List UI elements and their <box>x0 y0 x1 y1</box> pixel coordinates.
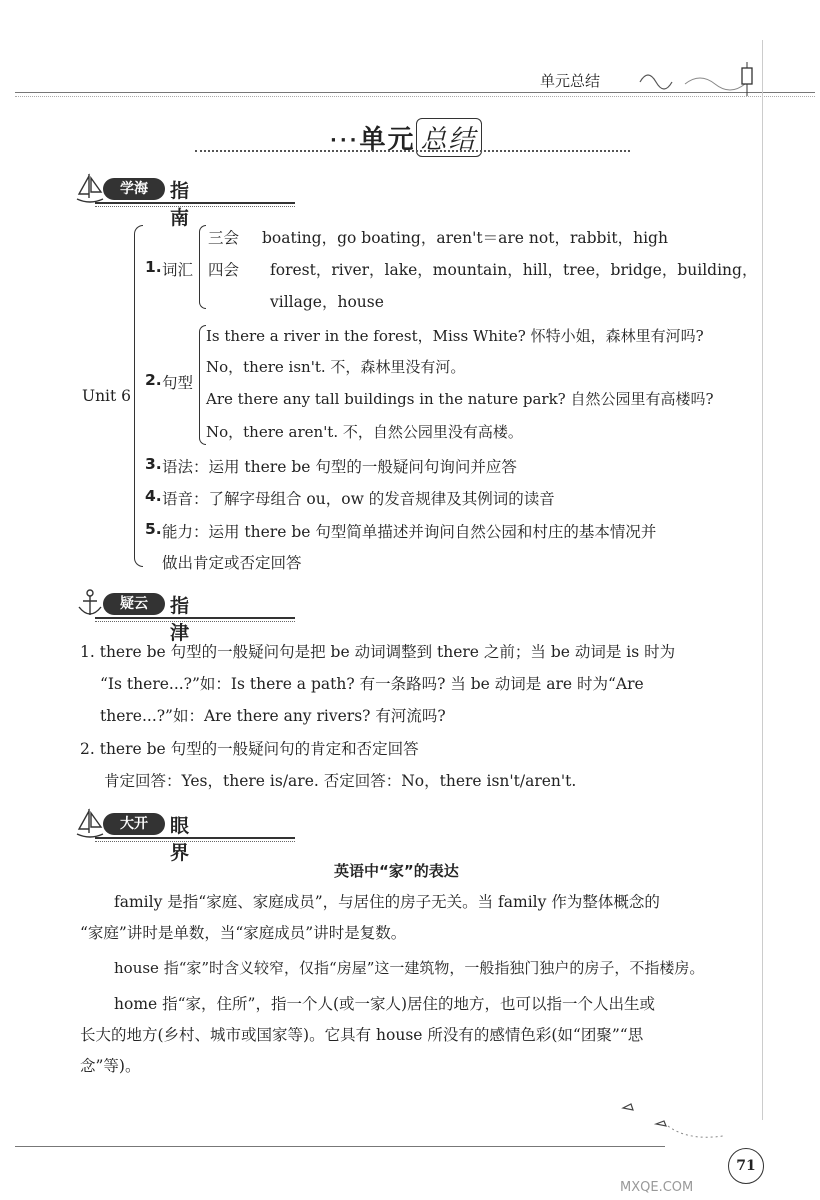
sentences-brace <box>199 325 206 445</box>
rule-2-line-1: 2. there be 句型的一般疑问句的肯定和否定回答 <box>80 740 419 758</box>
title-rule <box>195 150 630 152</box>
section-rule-dotted <box>95 621 295 622</box>
sentence-4: No，there aren't. 不，自然公园里没有高楼。 <box>206 423 523 441</box>
unit-label: Unit 6 <box>82 387 132 405</box>
sailboat-icon <box>75 807 105 841</box>
section-label: 眼界 <box>170 815 190 864</box>
title-part1: 单元 <box>359 125 416 155</box>
vision-heading: 英语中“家”的表达 <box>334 862 459 880</box>
sanhui-words: boating，go boating，aren't＝are not，rabbit，high <box>262 229 668 247</box>
bird-decoration-icon <box>618 1096 728 1146</box>
sentences-num: 2. <box>145 371 162 389</box>
footer-rule <box>15 1146 665 1147</box>
section-rule <box>95 617 295 619</box>
grammar-num: 3. <box>145 455 162 473</box>
sentences-label: 句型 <box>162 374 194 392</box>
butterfly-lantern-icon <box>630 62 760 98</box>
page-number: 71 <box>728 1148 764 1184</box>
vision-para3-line2: 长大的地方(乡村、城市或国家等)。它具有 house 所没有的感情色彩(如“团聚”“思 <box>80 1026 644 1044</box>
section-rule <box>95 837 295 839</box>
section-pill: 学海 <box>103 178 165 200</box>
title-part2: 总结 <box>416 118 482 157</box>
margin-rule <box>762 40 763 1120</box>
sailboat-icon <box>75 172 105 206</box>
rule-2-line-2: 肯定回答：Yes，there is/are. 否定回答：No，there isn't/aren't. <box>104 772 577 790</box>
sanhui-label: 三会 <box>208 229 240 247</box>
ability-text-1: 能力：运用 there be 句型简单描述并询问自然公园和村庄的基本情况并 <box>162 523 657 541</box>
sentence-1: Is there a river in the forest，Miss White? 怀特小姐，森林里有河吗? <box>206 327 704 345</box>
section-rule <box>95 202 295 204</box>
header-section-title: 单元总结 <box>540 72 601 90</box>
vocab-label: 词汇 <box>162 261 194 279</box>
anchor-icon <box>75 587 105 621</box>
section-pill: 疑云 <box>103 593 165 615</box>
section-pill: 大开 <box>103 813 165 835</box>
rule-1-line-1: 1. there be 句型的一般疑问句是把 be 动词调整到 there 之前；当 be 动词是 is 时为 <box>80 643 676 661</box>
sentence-3: Are there any tall buildings in the nature park? 自然公园里有高楼吗? <box>206 390 714 408</box>
phonics-num: 4. <box>145 487 162 505</box>
vision-para2: house 指“家”时含义较窄，仅指“房屋”这一建筑物，一般指独门独户的房子，不指楼房。 <box>114 959 705 977</box>
watermark-text: MXQE.COM <box>620 1180 694 1195</box>
vision-para3-line1: home 指“家，住所”，指一个人(或一家人)居住的地方，也可以指一个人出生或 <box>114 995 656 1013</box>
rule-1-line-3: there...?”如：Are there any rivers? 有河流吗? <box>100 707 446 725</box>
vocab-num: 1. <box>145 258 162 276</box>
vision-para1-line2: “家庭”讲时是单数，当“家庭成员”讲时是复数。 <box>80 924 407 942</box>
page-title: ···单元 总结 <box>330 118 482 157</box>
sihui-words-1: forest，river，lake，mountain，hill，tree，bridge，building， <box>270 261 758 279</box>
ability-num: 5. <box>145 520 162 538</box>
grammar-text: 语法：运用 there be 句型的一般疑问句询问并应答 <box>162 458 517 476</box>
rule-1-line-2: “Is there...?”如：Is there a path? 有一条路吗? 当 be 动词是 are 时为“Are <box>100 675 644 693</box>
section-rule-dotted <box>95 206 295 207</box>
phonics-text: 语音：了解字母组合 ou，ow 的发音规律及其例词的读音 <box>162 490 555 508</box>
vision-para3-line3: 念”等)。 <box>80 1057 141 1075</box>
sihui-label: 四会 <box>208 261 240 279</box>
ability-text-2: 做出肯定或否定回答 <box>162 554 302 572</box>
sihui-words-2: village，house <box>270 293 384 311</box>
sentence-2: No，there isn't. 不，森林里没有河。 <box>206 358 466 376</box>
vision-para1-line1: family 是指“家庭、家庭成员”，与居住的房子无关。当 family 作为整体概念的 <box>114 893 660 911</box>
section-rule-dotted <box>95 841 295 842</box>
unit-brace <box>134 225 143 567</box>
section-label: 指津 <box>170 595 190 644</box>
vocab-brace <box>199 225 206 309</box>
section-label: 指南 <box>170 180 190 229</box>
